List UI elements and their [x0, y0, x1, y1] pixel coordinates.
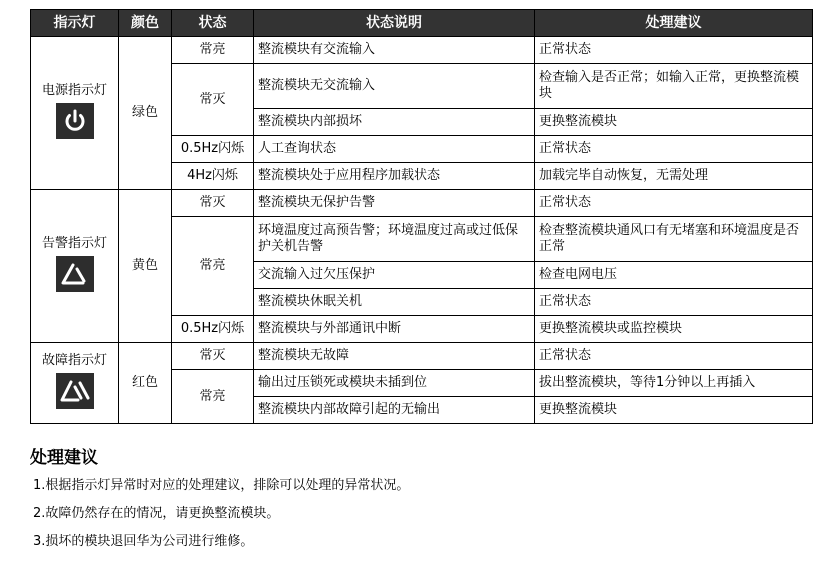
indicator-cell	[31, 37, 119, 190]
note-item: 3.损坏的模块退回华为公司进行维修。	[33, 534, 254, 549]
indicator-table	[30, 9, 813, 424]
note-item: 1.根据指示灯异常时对应的处理建议，排除可以处理的异常状况。	[33, 478, 410, 493]
desc-cell: 整流模块无交流输入	[254, 64, 535, 109]
desc-cell: 整流模块内部故障引起的无输出	[254, 397, 535, 424]
table-header-row	[31, 10, 813, 37]
section-title: 处理建议	[30, 448, 98, 468]
header-state: 状态	[172, 10, 254, 37]
state-cell: 常亮	[172, 217, 254, 316]
desc-cell: 整流模块无保护告警	[254, 190, 535, 217]
table-row	[31, 37, 813, 64]
advice-cell: 检查电网电压	[535, 262, 813, 289]
state-cell: 常亮	[172, 370, 254, 424]
advice-cell: 正常状态	[535, 289, 813, 316]
advice-cell: 正常状态	[535, 136, 813, 163]
advice-cell: 加载完毕自动恢复，无需处理	[535, 163, 813, 190]
state-cell: 4Hz闪烁	[172, 163, 254, 190]
advice-cell: 更换整流模块	[535, 397, 813, 424]
desc-cell: 整流模块处于应用程序加载状态	[254, 163, 535, 190]
advice-cell: 更换整流模块或监控模块	[535, 316, 813, 343]
indicator-name: 告警指示灯	[41, 235, 107, 251]
indicator-cell	[31, 190, 119, 343]
note-item: 2.故障仍然存在的情况，请更换整流模块。	[33, 506, 280, 521]
color-cell: 绿色	[119, 37, 172, 190]
indicator-name: 故障指示灯	[41, 352, 107, 368]
desc-cell: 交流输入过欠压保护	[254, 262, 535, 289]
desc-cell: 整流模块有交流输入	[254, 37, 535, 64]
state-cell: 0.5Hz闪烁	[172, 136, 254, 163]
desc-cell: 整流模块与外部通讯中断	[254, 316, 535, 343]
indicator-cell	[31, 343, 119, 424]
header-color: 颜色	[119, 10, 172, 37]
advice-cell: 拔出整流模块，等待1分钟以上再插入	[535, 370, 813, 397]
desc-cell: 输出过压锁死或模块未插到位	[254, 370, 535, 397]
desc-cell: 整流模块无故障	[254, 343, 535, 370]
desc-cell: 人工查询状态	[254, 136, 535, 163]
desc-cell: 环境温度过高预告警；环境温度过高或过低保护关机告警	[254, 217, 535, 262]
advice-cell: 检查整流模块通风口有无堵塞和环境温度是否正常	[535, 217, 813, 262]
header-state-desc: 状态说明	[254, 10, 535, 37]
color-cell: 黄色	[119, 190, 172, 343]
indicator-name: 电源指示灯	[41, 82, 107, 98]
alarm-icon	[56, 256, 94, 292]
state-cell: 常灭	[172, 190, 254, 217]
state-cell: 0.5Hz闪烁	[172, 316, 254, 343]
advice-cell: 正常状态	[535, 190, 813, 217]
desc-cell: 整流模块休眠关机	[254, 289, 535, 316]
state-cell: 常灭	[172, 343, 254, 370]
advice-cell: 正常状态	[535, 37, 813, 64]
color-cell: 红色	[119, 343, 172, 424]
power-icon	[56, 103, 94, 139]
fault-icon	[56, 373, 94, 409]
state-cell: 常亮	[172, 37, 254, 64]
table-row	[31, 343, 813, 370]
advice-cell: 更换整流模块	[535, 109, 813, 136]
desc-cell: 整流模块内部损坏	[254, 109, 535, 136]
header-indicator: 指示灯	[31, 10, 119, 37]
advice-cell: 检查输入是否正常；如输入正常，更换整流模块	[535, 64, 813, 109]
header-advice: 处理建议	[535, 10, 813, 37]
state-cell: 常灭	[172, 64, 254, 136]
advice-cell: 正常状态	[535, 343, 813, 370]
table-row	[31, 190, 813, 217]
